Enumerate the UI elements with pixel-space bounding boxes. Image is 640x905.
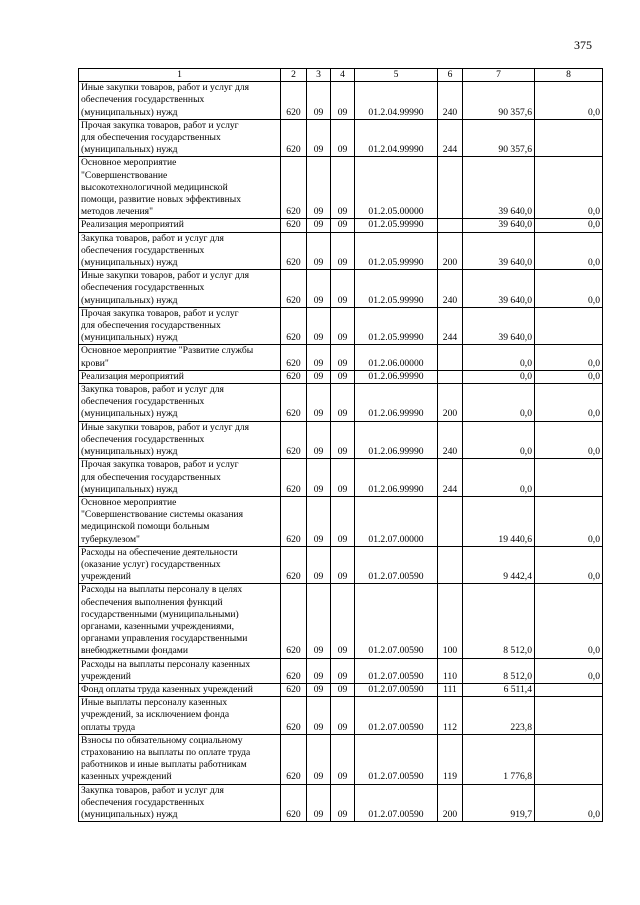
row-amount2-cell [535, 307, 603, 345]
row-amount2-cell: 0,0 [535, 784, 603, 822]
row-code4-cell: 09 [331, 734, 355, 784]
row-code4-cell: 09 [331, 307, 355, 345]
row-code3-cell: 09 [307, 119, 331, 157]
row-code6-cell: 110 [438, 658, 463, 683]
header-cell: 7 [463, 69, 535, 82]
row-code5-cell: 01.2.06.99990 [355, 459, 438, 497]
row-code3-cell: 09 [307, 82, 331, 120]
row-name-cell: Закупка товаров, работ и услуг для обеспечения государственных (муниципальных) нужд [79, 384, 281, 422]
row-amount2-cell: 0,0 [535, 232, 603, 270]
row-amount-cell: 8 512,0 [463, 584, 535, 658]
row-code3-cell: 09 [307, 683, 331, 696]
row-code5-cell: 01.2.07.00590 [355, 697, 438, 735]
row-code6-cell: 240 [438, 421, 463, 459]
table-row [79, 82, 603, 120]
page-number: 375 [574, 38, 592, 52]
row-amount2-cell: 0,0 [535, 496, 603, 546]
row-amount2-cell [535, 459, 603, 497]
row-code2-cell: 620 [281, 119, 307, 157]
row-amount-cell: 39 640,0 [463, 232, 535, 270]
row-code3-cell: 09 [307, 232, 331, 270]
row-amount2-cell: 0,0 [535, 82, 603, 120]
row-name-cell: Иные закупки товаров, работ и услуг для обеспечения государственных (муниципальных) нужд [79, 82, 281, 120]
row-amount2-cell: 0,0 [535, 157, 603, 219]
row-code2-cell: 620 [281, 546, 307, 584]
row-code5-cell: 01.2.05.99990 [355, 270, 438, 308]
row-code5-cell: 01.2.06.00000 [355, 345, 438, 370]
row-name-cell: Реализация мероприятий [79, 370, 281, 383]
header-row [79, 69, 603, 82]
row-amount-cell: 0,0 [463, 421, 535, 459]
row-code4-cell: 09 [331, 496, 355, 546]
row-code6-cell: 244 [438, 459, 463, 497]
row-code4-cell: 09 [331, 546, 355, 584]
header-cell: 3 [307, 69, 331, 82]
row-code5-cell: 01.2.06.99990 [355, 421, 438, 459]
table-row [79, 734, 603, 784]
row-code6-cell: 200 [438, 384, 463, 422]
header-cell: 8 [535, 69, 603, 82]
row-amount-cell: 8 512,0 [463, 658, 535, 683]
row-name-cell: Закупка товаров, работ и услуг для обеспечения государственных (муниципальных) нужд [79, 784, 281, 822]
header-cell: 2 [281, 69, 307, 82]
row-code2-cell: 620 [281, 370, 307, 383]
row-code2-cell: 620 [281, 421, 307, 459]
row-code6-cell [438, 157, 463, 219]
table-body [79, 82, 603, 822]
row-name-cell: Иные закупки товаров, работ и услуг для обеспечения государственных (муниципальных) нужд [79, 270, 281, 308]
row-code4-cell: 09 [331, 345, 355, 370]
row-amount2-cell [535, 119, 603, 157]
row-code4-cell: 09 [331, 157, 355, 219]
row-name-cell: Основное мероприятие "Совершенствование высокотехнологичной медицинской помощи, развитие новых эффективных методов лечения" [79, 157, 281, 219]
row-code5-cell: 01.2.05.99990 [355, 307, 438, 345]
row-code3-cell: 09 [307, 697, 331, 735]
row-code3-cell: 09 [307, 157, 331, 219]
row-code6-cell [438, 496, 463, 546]
row-name-cell: Основное мероприятие "Развитие службы крови" [79, 345, 281, 370]
row-amount2-cell: 0,0 [535, 370, 603, 383]
row-code4-cell: 09 [331, 784, 355, 822]
row-name-cell: Фонд оплаты труда казенных учреждений [79, 683, 281, 696]
row-amount-cell: 90 357,6 [463, 119, 535, 157]
row-code2-cell: 620 [281, 697, 307, 735]
row-code3-cell: 09 [307, 307, 331, 345]
table-row [79, 697, 603, 735]
row-amount-cell: 39 640,0 [463, 157, 535, 219]
row-code6-cell: 111 [438, 683, 463, 696]
row-code6-cell [438, 219, 463, 232]
row-code3-cell: 09 [307, 496, 331, 546]
table-row [79, 119, 603, 157]
row-code2-cell: 620 [281, 658, 307, 683]
table-row [79, 584, 603, 658]
row-code6-cell [438, 370, 463, 383]
row-name-cell: Прочая закупка товаров, работ и услуг для обеспечения государственных (муниципальных) нужд [79, 307, 281, 345]
header-cell: 5 [355, 69, 438, 82]
row-amount2-cell: 0,0 [535, 546, 603, 584]
row-code4-cell: 09 [331, 697, 355, 735]
row-amount-cell: 1 776,8 [463, 734, 535, 784]
row-code6-cell [438, 345, 463, 370]
row-amount-cell: 6 511,4 [463, 683, 535, 696]
row-code6-cell: 200 [438, 784, 463, 822]
table-row [79, 421, 603, 459]
row-code5-cell: 01.2.05.99990 [355, 232, 438, 270]
row-code4-cell: 09 [331, 459, 355, 497]
table-row [79, 384, 603, 422]
row-code3-cell: 09 [307, 546, 331, 584]
row-code6-cell: 100 [438, 584, 463, 658]
row-code6-cell: 244 [438, 307, 463, 345]
row-code4-cell: 09 [331, 82, 355, 120]
row-amount-cell: 19 440,6 [463, 496, 535, 546]
row-name-cell: Взносы по обязательному социальному страхованию на выплаты по оплате труда работников и иные выплаты работникам казенных учреждений [79, 734, 281, 784]
row-code3-cell: 09 [307, 784, 331, 822]
row-amount2-cell [535, 683, 603, 696]
row-code2-cell: 620 [281, 82, 307, 120]
row-code2-cell: 620 [281, 232, 307, 270]
table-row [79, 546, 603, 584]
row-amount-cell: 39 640,0 [463, 270, 535, 308]
row-name-cell: Основное мероприятие "Совершенствование системы оказания медицинской помощи больным туберкулезом" [79, 496, 281, 546]
row-code5-cell: 01.2.07.00590 [355, 658, 438, 683]
row-code6-cell [438, 546, 463, 584]
row-code3-cell: 09 [307, 345, 331, 370]
row-name-cell: Иные закупки товаров, работ и услуг для обеспечения государственных (муниципальных) нужд [79, 421, 281, 459]
row-name-cell: Расходы на выплаты персоналу в целях обеспечения выполнения функций государственными (муниципальными) органами, казенными учреждениями, органами управления государственными внебюджетными фондами [79, 584, 281, 658]
row-code5-cell: 01.2.04.99990 [355, 82, 438, 120]
row-code4-cell: 09 [331, 584, 355, 658]
row-code4-cell: 09 [331, 219, 355, 232]
row-code4-cell: 09 [331, 370, 355, 383]
row-amount2-cell: 0,0 [535, 219, 603, 232]
row-amount-cell: 0,0 [463, 384, 535, 422]
row-code4-cell: 09 [331, 232, 355, 270]
row-code6-cell: 244 [438, 119, 463, 157]
table-row [79, 232, 603, 270]
table-row [79, 219, 603, 232]
table-row [79, 270, 603, 308]
row-name-cell: Закупка товаров, работ и услуг для обеспечения государственных (муниципальных) нужд [79, 232, 281, 270]
row-code3-cell: 09 [307, 459, 331, 497]
row-code6-cell: 240 [438, 270, 463, 308]
row-code2-cell: 620 [281, 219, 307, 232]
row-code2-cell: 620 [281, 584, 307, 658]
row-code5-cell: 01.2.07.00590 [355, 546, 438, 584]
table-row [79, 157, 603, 219]
row-amount2-cell: 0,0 [535, 384, 603, 422]
row-code2-cell: 620 [281, 496, 307, 546]
row-code6-cell: 200 [438, 232, 463, 270]
row-code3-cell: 09 [307, 584, 331, 658]
row-amount-cell: 0,0 [463, 459, 535, 497]
row-amount2-cell: 0,0 [535, 270, 603, 308]
row-code3-cell: 09 [307, 370, 331, 383]
budget-table [78, 68, 603, 822]
row-code2-cell: 620 [281, 459, 307, 497]
row-amount2-cell: 0,0 [535, 658, 603, 683]
table-row [79, 658, 603, 683]
row-amount2-cell: 0,0 [535, 345, 603, 370]
row-code2-cell: 620 [281, 270, 307, 308]
row-code2-cell: 620 [281, 784, 307, 822]
row-code3-cell: 09 [307, 421, 331, 459]
row-code6-cell: 112 [438, 697, 463, 735]
table-row [79, 683, 603, 696]
row-amount-cell: 919,7 [463, 784, 535, 822]
row-code3-cell: 09 [307, 219, 331, 232]
row-amount-cell: 90 357,6 [463, 82, 535, 120]
row-name-cell: Расходы на обеспечение деятельности (оказание услуг) государственных учреждений [79, 546, 281, 584]
row-amount2-cell: 0,0 [535, 421, 603, 459]
row-code5-cell: 01.2.04.99990 [355, 119, 438, 157]
row-code2-cell: 620 [281, 307, 307, 345]
row-code4-cell: 09 [331, 421, 355, 459]
row-amount-cell: 39 640,0 [463, 219, 535, 232]
row-code5-cell: 01.2.07.00590 [355, 584, 438, 658]
row-code4-cell: 09 [331, 119, 355, 157]
table-row [79, 496, 603, 546]
row-code4-cell: 09 [331, 270, 355, 308]
row-amount-cell: 9 442,4 [463, 546, 535, 584]
table-row [79, 370, 603, 383]
row-code4-cell: 09 [331, 683, 355, 696]
header-cell: 6 [438, 69, 463, 82]
row-amount2-cell: 0,0 [535, 584, 603, 658]
row-amount-cell: 0,0 [463, 370, 535, 383]
row-code5-cell: 01.2.05.00000 [355, 157, 438, 219]
row-code3-cell: 09 [307, 384, 331, 422]
table-row [79, 307, 603, 345]
row-name-cell: Иные выплаты персоналу казенных учреждений, за исключением фонда оплаты труда [79, 697, 281, 735]
row-code3-cell: 09 [307, 658, 331, 683]
header-cell: 1 [79, 69, 281, 82]
row-code5-cell: 01.2.07.00000 [355, 496, 438, 546]
row-amount2-cell [535, 734, 603, 784]
row-code2-cell: 620 [281, 345, 307, 370]
table-row [79, 345, 603, 370]
row-code2-cell: 620 [281, 157, 307, 219]
header-cell: 4 [331, 69, 355, 82]
row-name-cell: Прочая закупка товаров, работ и услуг для обеспечения государственных (муниципальных) нужд [79, 119, 281, 157]
row-amount-cell: 0,0 [463, 345, 535, 370]
row-code2-cell: 620 [281, 734, 307, 784]
row-code6-cell: 240 [438, 82, 463, 120]
row-code4-cell: 09 [331, 384, 355, 422]
row-amount-cell: 223,8 [463, 697, 535, 735]
row-code5-cell: 01.2.06.99990 [355, 370, 438, 383]
row-code5-cell: 01.2.07.00590 [355, 734, 438, 784]
row-code5-cell: 01.2.05.99990 [355, 219, 438, 232]
row-name-cell: Расходы на выплаты персоналу казенных учреждений [79, 658, 281, 683]
row-code4-cell: 09 [331, 658, 355, 683]
row-code2-cell: 620 [281, 683, 307, 696]
row-code3-cell: 09 [307, 270, 331, 308]
row-code2-cell: 620 [281, 384, 307, 422]
row-code5-cell: 01.2.06.99990 [355, 384, 438, 422]
row-amount-cell: 39 640,0 [463, 307, 535, 345]
row-code6-cell: 119 [438, 734, 463, 784]
row-code5-cell: 01.2.07.00590 [355, 784, 438, 822]
row-code3-cell: 09 [307, 734, 331, 784]
row-amount2-cell [535, 697, 603, 735]
row-code5-cell: 01.2.07.00590 [355, 683, 438, 696]
table-row [79, 784, 603, 822]
row-name-cell: Реализация мероприятий [79, 219, 281, 232]
row-name-cell: Прочая закупка товаров, работ и услуг для обеспечения государственных (муниципальных) нужд [79, 459, 281, 497]
table-row [79, 459, 603, 497]
